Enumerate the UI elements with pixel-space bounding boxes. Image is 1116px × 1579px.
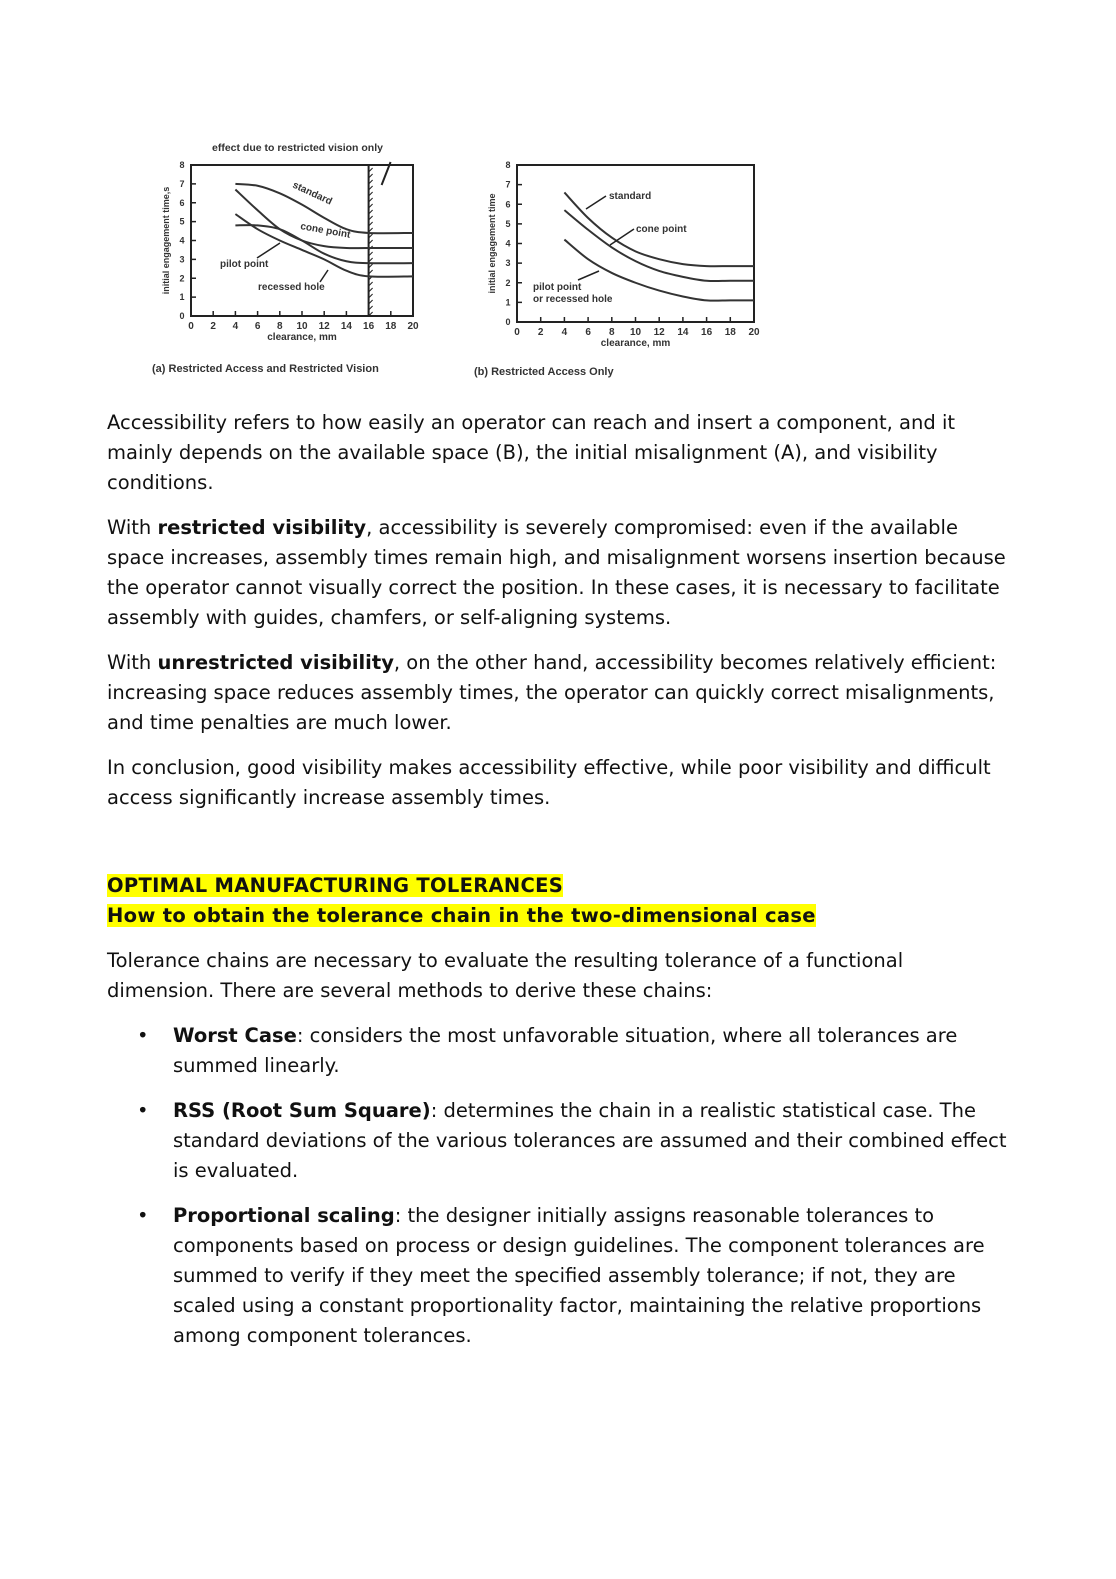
bullet-icon: • <box>137 1204 149 1227</box>
chart-caption: (b) Restricted Access Only <box>474 366 614 378</box>
chart-restricted-access-and-vision <box>150 130 450 385</box>
paragraph: In conclusion, good visibility makes accessibility effective, while poor visibility and difficult access significantly increase assembly times. <box>107 756 991 809</box>
chart-caption: (a) Restricted Access and Restricted Vision <box>152 363 379 375</box>
x-tick-label: 4 <box>561 327 568 338</box>
section-subheading: How to obtain the tolerance chain in the two-dimensional case <box>107 904 816 927</box>
y-tick-label: 2 <box>179 273 185 284</box>
label-leader-line <box>578 271 599 280</box>
x-axis-label: clearance, mm <box>267 332 337 343</box>
series-label-line: or recessed hole <box>533 294 613 305</box>
bold-term: RSS (Root Sum Square) <box>173 1099 431 1122</box>
section-headings <box>107 871 1007 931</box>
y-axis-label: initial engagement time,s <box>161 186 171 295</box>
y-tick-label: 0 <box>179 311 185 321</box>
x-tick-label: 10 <box>296 321 308 332</box>
text: : considers the most unfavorable situation, where all tolerances are summed linearly. <box>173 1024 958 1077</box>
y-tick-label: 3 <box>179 254 185 265</box>
bullet-list <box>107 1021 1007 1351</box>
label-leader-line <box>610 229 634 245</box>
x-tick-label: 4 <box>232 321 239 332</box>
text: , accessibility is severely compromised: even if the available space increases, assembly times remain high, and misalignment worsens insertion because the operator cannot visually correct the position. In these cases, it is necessary to facilitate assembly with guides, chamfers, or self-aligning systems. <box>107 516 1006 629</box>
x-tick-label: 10 <box>629 327 642 338</box>
y-tick-label: 8 <box>179 160 185 170</box>
x-tick-label: 2 <box>210 321 216 332</box>
label-leader-line <box>586 196 606 209</box>
x-tick-label: 6 <box>585 327 591 338</box>
x-tick-label: 12 <box>653 327 665 338</box>
section-heading: OPTIMAL MANUFACTURING TOLERANCES <box>107 874 564 897</box>
y-tick-label: 2 <box>505 277 511 288</box>
list-item <box>107 1021 1007 1081</box>
label-leader-line <box>320 270 328 282</box>
paragraph: Tolerance chains are necessary to evaluate the resulting tolerance of a functional dimension. There are several methods to derive these chains: <box>107 949 904 1002</box>
x-tick-label: 18 <box>724 327 736 338</box>
x-tick-label: 8 <box>277 321 283 332</box>
paragraph: Accessibility refers to how easily an operator can reach and insert a component, and it mainly depends on the available space (B), the initial misalignment (A), and visibility conditions. <box>107 411 956 494</box>
y-tick-label: 0 <box>505 317 511 327</box>
y-tick-label: 4 <box>505 238 511 249</box>
x-tick-label: 20 <box>748 327 760 338</box>
text: , on the other hand, accessibility becomes relatively efficient: increasing space reduces assembly times, the operator can quickly correct misalignments, and time penalties are much lower. <box>107 651 997 734</box>
x-tick-label: 14 <box>340 321 352 332</box>
series-label: cone point <box>299 221 352 241</box>
series-label: recessed hole <box>258 282 325 293</box>
x-tick-label: 2 <box>537 327 544 338</box>
y-tick-label: 6 <box>179 197 185 208</box>
y-tick-label: 3 <box>505 258 511 269</box>
bullet-icon: • <box>137 1024 149 1047</box>
y-tick-label: 7 <box>505 179 511 190</box>
x-tick-label: 16 <box>363 321 375 332</box>
y-axis-label: initial engagement time <box>487 193 497 294</box>
x-tick-label: 18 <box>385 321 397 332</box>
bold-term: unrestricted visibility <box>157 651 394 674</box>
x-tick-label: 8 <box>609 327 615 338</box>
list-item <box>107 1201 1007 1351</box>
bold-term: restricted visibility <box>157 516 367 539</box>
series-label: standard <box>609 191 652 202</box>
x-axis-label: clearance, mm <box>600 338 671 349</box>
text: With <box>107 516 158 539</box>
x-tick-label: 14 <box>677 327 689 338</box>
y-tick-label: 5 <box>179 216 185 227</box>
y-tick-label: 4 <box>179 235 185 246</box>
x-tick-label: 0 <box>514 327 520 338</box>
x-tick-label: 0 <box>188 321 194 332</box>
series-label-line: pilot point <box>533 282 582 293</box>
text: : the designer initially assigns reasonable tolerances to components based on process or design guidelines. The component tolerances are summed to verify if they meet the specified assembly tolerance; if not, they are scaled using a constant proportionality factor, maintaining the relative proportions among component tolerances. <box>173 1204 985 1347</box>
paragraph <box>107 648 1007 738</box>
y-tick-label: 5 <box>505 218 511 229</box>
bold-term: Worst Case <box>173 1024 297 1047</box>
y-tick-label: 1 <box>179 292 185 303</box>
document-body <box>107 408 1007 1366</box>
series-label: cone point <box>636 224 687 235</box>
paragraph <box>107 513 1007 633</box>
x-tick-label: 20 <box>407 321 419 332</box>
text: With <box>107 651 158 674</box>
y-tick-label: 6 <box>505 199 511 210</box>
chart-restricted-access-only <box>470 150 770 385</box>
text: : determines the chain in a realistic statistical case. The standard deviations of the various tolerances are assumed and their combined effect is evaluated. <box>173 1099 1007 1182</box>
x-tick-label: 16 <box>701 327 713 338</box>
bold-term: Proportional scaling <box>173 1204 395 1227</box>
x-tick-label: 6 <box>254 321 261 332</box>
y-tick-label: 8 <box>505 160 511 170</box>
series-label: pilot point <box>220 259 269 270</box>
bullet-icon: • <box>137 1099 149 1122</box>
chart-title: effect due to restricted vision only <box>212 142 383 154</box>
series-label <box>533 282 613 305</box>
label-leader-line <box>257 243 280 258</box>
x-tick-label: 12 <box>318 321 330 332</box>
y-tick-label: 1 <box>505 297 511 308</box>
series-label: standard <box>290 179 334 208</box>
y-tick-label: 7 <box>179 178 185 189</box>
list-item <box>107 1096 1007 1186</box>
series-line-cone-point <box>564 210 754 281</box>
